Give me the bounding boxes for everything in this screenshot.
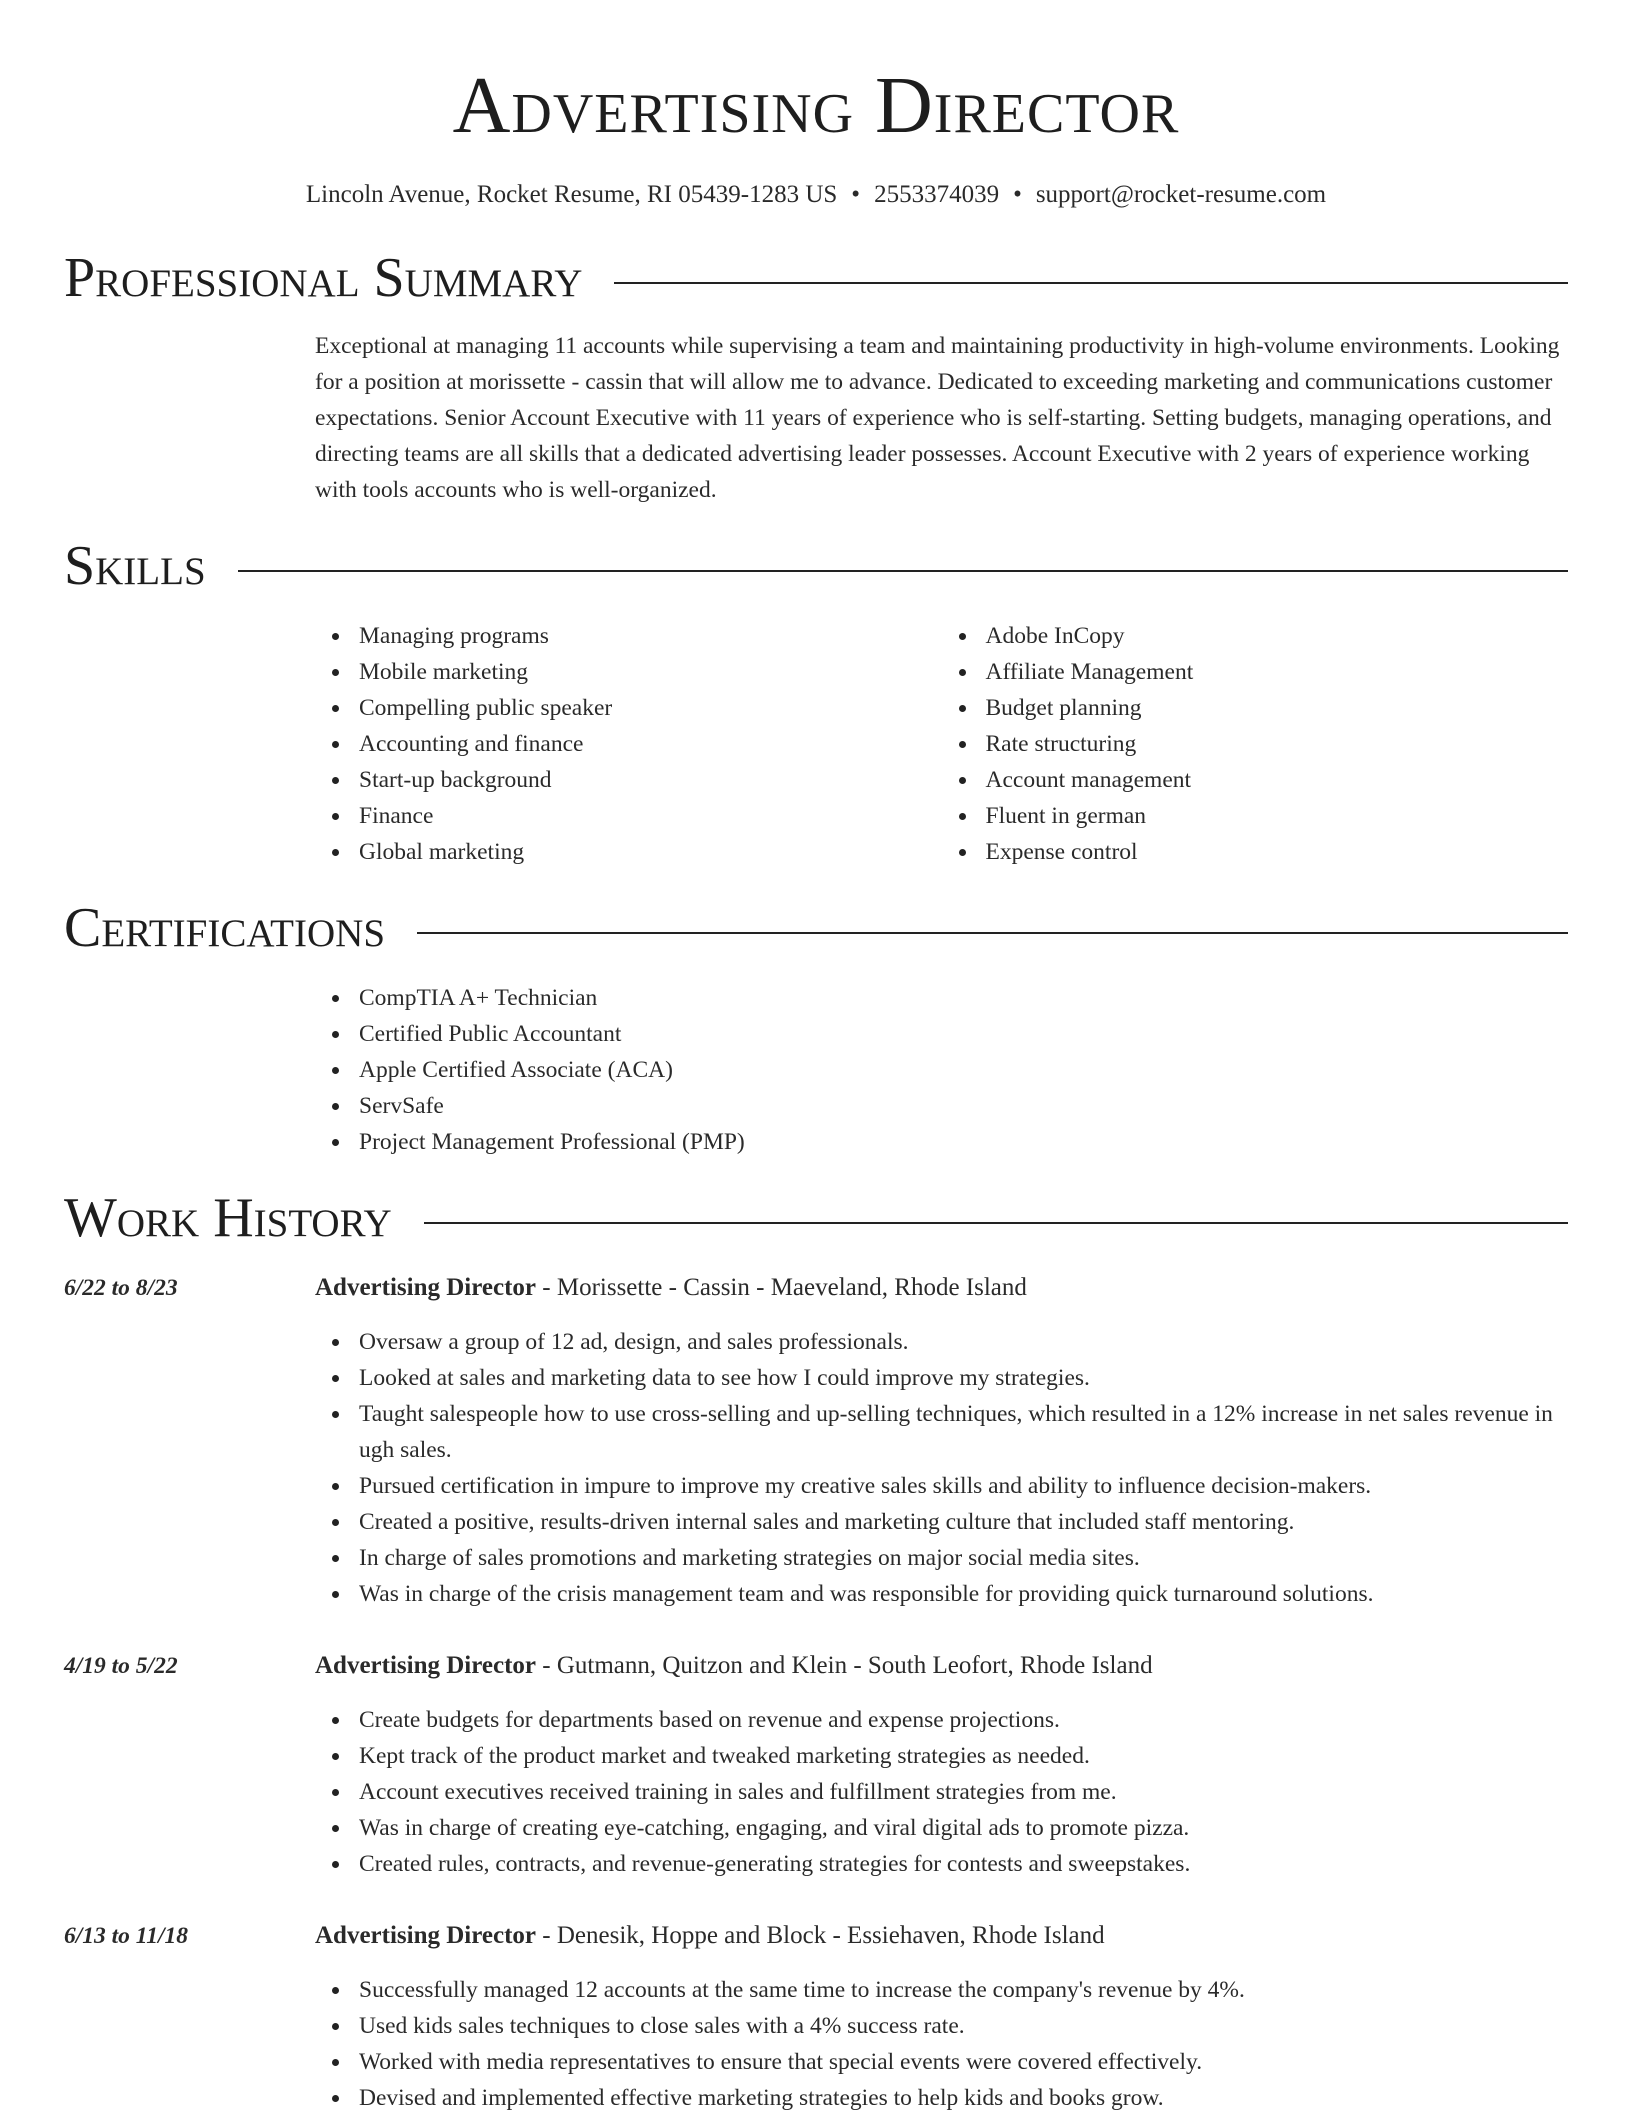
skill-item: Account management: [986, 762, 1569, 798]
certifications-list: [315, 980, 1568, 1160]
job-entry: [64, 1918, 1568, 2116]
job-bullets: [315, 1324, 1568, 1612]
job-bullet: Was in charge of creating eye-catching, engaging, and viral digital ads to promote pizza.: [359, 1810, 1568, 1846]
certifications-section-header: [64, 897, 1568, 959]
skill-item: Expense control: [986, 834, 1569, 870]
work-heading: Work History: [64, 1187, 392, 1249]
job-bullet: In charge of sales promotions and marketing strategies on major social media sites.: [359, 1540, 1568, 1576]
skill-item: Rate structuring: [986, 726, 1569, 762]
job-main: [315, 1648, 1568, 1882]
skills-body: [315, 618, 1568, 870]
job-title-line: [315, 1918, 1568, 1954]
section-divider: [238, 570, 1568, 572]
job-bullet: Successfully managed 12 accounts at the same time to increase the company's revenue by 4%.: [359, 1972, 1568, 2008]
job-role: Advertising Director: [315, 1274, 537, 1301]
job-dates: 6/22 to 8/23: [64, 1275, 178, 1301]
certifications-body: [315, 980, 1568, 1160]
contact-phone: 2553374039: [874, 181, 1000, 208]
job-dates: 4/19 to 5/22: [64, 1653, 178, 1679]
certifications-heading: Certifications: [64, 897, 386, 959]
resume-page: [64, 0, 1568, 2116]
job-bullet: Created rules, contracts, and revenue-generating strategies for contests and sweepstakes.: [359, 1846, 1568, 1882]
job-bullets: [315, 1972, 1568, 2116]
contact-address: Lincoln Avenue, Rocket Resume, RI 05439-1283 US: [305, 181, 838, 208]
job-title-line: [315, 1648, 1568, 1684]
job-role: Advertising Director: [315, 1652, 537, 1679]
section-divider: [417, 932, 1568, 934]
certification-item: ServSafe: [359, 1088, 1568, 1124]
contact-separator: •: [1013, 181, 1022, 208]
job-role: Advertising Director: [315, 1922, 537, 1949]
skill-item: Global marketing: [359, 834, 942, 870]
job-bullet: Account executives received training in sales and fulfillment strategies from me.: [359, 1774, 1568, 1810]
skill-item: Start-up background: [359, 762, 942, 798]
job-bullets: [315, 1702, 1568, 1882]
summary-section-header: [64, 247, 1568, 309]
summary-text: Exceptional at managing 11 accounts while supervising a team and maintaining productivity in high-volume environments. Looking for a position at morissette - cassin that will allow me to advance. Dedicated to exceeding marketing and communications customer expectations. Senior Account Executive with 11 years of experience who is self-starting. Setting budgets, managing operations, and directing teams are all skills that a dedicated advertising leader possesses. Account Executive with 2 years of experience working with tools accounts who is well-organized.: [315, 333, 1560, 503]
skill-item: Managing programs: [359, 618, 942, 654]
work-section-header: [64, 1187, 1568, 1249]
job-main: [315, 1918, 1568, 2116]
job-entry: [64, 1270, 1568, 1612]
certification-item: Certified Public Accountant: [359, 1016, 1568, 1052]
summary-heading: Professional Summary: [64, 247, 583, 309]
skill-item: Accounting and finance: [359, 726, 942, 762]
job-bullet: Created a positive, results-driven internal sales and marketing culture that included staff mentoring.: [359, 1504, 1568, 1540]
summary-body: [315, 328, 1568, 508]
job-bullet: Worked with media representatives to ensure that special events were covered effectively.: [359, 2044, 1568, 2080]
skill-item: Adobe InCopy: [986, 618, 1569, 654]
skills-grid: [315, 618, 1568, 870]
job-entry: [64, 1648, 1568, 1882]
skill-item: Budget planning: [986, 690, 1569, 726]
job-bullet: Devised and implemented effective marketing strategies to help kids and books grow.: [359, 2080, 1568, 2116]
job-bullet: Looked at sales and marketing data to see how I could improve my strategies.: [359, 1360, 1568, 1396]
skill-item: Compelling public speaker: [359, 690, 942, 726]
job-dates: 6/13 to 11/18: [64, 1923, 189, 1949]
contact-email: support@rocket-resume.com: [1035, 181, 1327, 208]
contact-line: [64, 180, 1568, 210]
job-main: [315, 1270, 1568, 1612]
job-bullet: Pursued certification in impure to improve my creative sales skills and ability to influence decision-makers.: [359, 1468, 1568, 1504]
job-bullet: Taught salespeople how to use cross-selling and up-selling techniques, which resulted in a 12% increase in net sales revenue in ugh sales.: [359, 1396, 1568, 1468]
contact-separator: •: [851, 181, 861, 208]
skill-item: Mobile marketing: [359, 654, 942, 690]
certification-item: Apple Certified Associate (ACA): [359, 1052, 1568, 1088]
job-details: - Denesik, Hoppe and Block - Essiehaven, Rhode Island: [536, 1922, 1105, 1949]
skills-list-left: [315, 618, 942, 870]
job-bullet: Oversaw a group of 12 ad, design, and sales professionals.: [359, 1324, 1568, 1360]
skills-section-header: [64, 535, 1568, 597]
skills-list-right: [942, 618, 1569, 870]
section-divider: [614, 282, 1568, 284]
skills-heading: Skills: [64, 535, 206, 597]
job-bullet: Kept track of the product market and tweaked marketing strategies as needed.: [359, 1738, 1568, 1774]
certification-item: CompTIA A+ Technician: [359, 980, 1568, 1016]
job-details: - Morissette - Cassin - Maeveland, Rhode Island: [536, 1274, 1027, 1301]
section-divider: [424, 1222, 1568, 1224]
resume-name: Advertising Director: [452, 62, 1180, 150]
job-bullet: Used kids sales techniques to close sales with a 4% success rate.: [359, 2008, 1568, 2044]
job-title-line: [315, 1270, 1568, 1306]
job-bullet: Was in charge of the crisis management team and was responsible for providing quick turnaround solutions.: [359, 1576, 1568, 1612]
job-bullet: Create budgets for departments based on revenue and expense projections.: [359, 1702, 1568, 1738]
job-details: - Gutmann, Quitzon and Klein - South Leofort, Rhode Island: [536, 1652, 1153, 1679]
skill-item: Finance: [359, 798, 942, 834]
skill-item: Fluent in german: [986, 798, 1569, 834]
skill-item: Affiliate Management: [986, 654, 1569, 690]
certification-item: Project Management Professional (PMP): [359, 1124, 1568, 1160]
